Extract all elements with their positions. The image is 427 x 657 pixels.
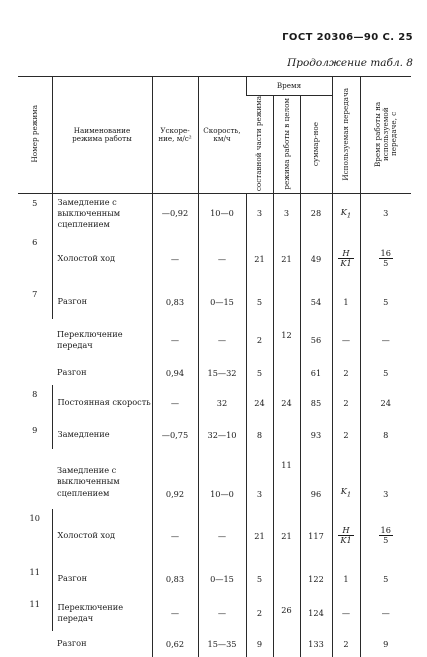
gear-value: — xyxy=(332,319,360,361)
time-part: 2 xyxy=(246,319,273,361)
col-time-total-header: суммар-ное xyxy=(300,96,332,194)
gear-value: $K_1$ xyxy=(332,194,360,233)
speed-value: — xyxy=(198,595,246,631)
time-total: 49 xyxy=(300,233,332,285)
table-row xyxy=(18,194,411,233)
time-total: 85 xyxy=(300,385,332,421)
mode-name: Постоянная скорость xyxy=(52,385,152,421)
mode-name: Разгон xyxy=(52,563,152,595)
gear-value: $\frac{H}{K1}$ xyxy=(332,509,360,563)
mode-name: Разгон xyxy=(52,285,152,319)
table-row xyxy=(18,449,411,509)
table-row xyxy=(18,233,411,285)
table-row xyxy=(18,563,411,595)
time-part: 24 xyxy=(246,385,273,421)
speed-value: 10—0 xyxy=(198,194,246,233)
mode-number: 8 xyxy=(32,388,38,399)
gear-time: 5 xyxy=(360,361,411,385)
col-name-header: Наименование режима работы xyxy=(52,77,152,194)
time-mode: 26 xyxy=(273,563,300,657)
gear-time: 3 xyxy=(360,194,411,233)
col-time-mode-header: режима работы в целом xyxy=(273,96,300,194)
col-gear-header: Используемая передача xyxy=(332,77,360,194)
accel-value: 0,92 xyxy=(152,449,198,509)
accel-value: — xyxy=(152,595,198,631)
time-total: 96 xyxy=(300,449,332,509)
mode-name: Замедление с выключенным сцеплением xyxy=(57,465,120,498)
time-total: 122 xyxy=(300,563,332,595)
table-row xyxy=(18,509,411,563)
time-total: 28 xyxy=(300,194,332,233)
gear-value: 2 xyxy=(332,361,360,385)
table-row xyxy=(18,421,411,449)
accel-value: — xyxy=(152,385,198,421)
time-part: 9 xyxy=(246,631,273,657)
speed-value: 32 xyxy=(198,385,246,421)
time-part: 3 xyxy=(246,449,273,509)
accel-value: 0,94 xyxy=(152,361,198,385)
table-row xyxy=(18,361,411,385)
time-total: 54 xyxy=(300,285,332,319)
mode-name: Холостой ход xyxy=(52,233,152,285)
table-row xyxy=(18,631,411,657)
col-num-header: Номер режима xyxy=(18,77,52,194)
time-total: 117 xyxy=(300,509,332,563)
gear-value: $K_1$ xyxy=(332,449,360,509)
mode-number: 6 xyxy=(32,236,38,247)
table-row xyxy=(18,385,411,421)
accel-value: —0,75 xyxy=(152,421,198,449)
speed-value: 15—35 xyxy=(198,631,246,657)
speed-value: — xyxy=(198,319,246,361)
time-mode: 24 xyxy=(273,385,300,421)
gear-time: $\frac{16}{5}$ xyxy=(360,509,411,563)
gear-value: 1 xyxy=(332,563,360,595)
gear-value: 1 xyxy=(332,285,360,319)
page-header: ГОСТ 20306—90 С. 25 xyxy=(282,32,413,43)
speed-value: 0—15 xyxy=(198,285,246,319)
speed-value: 32—10 xyxy=(198,421,246,449)
time-mode: 11 xyxy=(273,421,300,509)
col-time-header: Время xyxy=(246,77,332,96)
time-part: 21 xyxy=(246,509,273,563)
table-row xyxy=(18,595,411,631)
accel-value: — xyxy=(152,233,198,285)
gear-value: 2 xyxy=(332,385,360,421)
accel-value: 0,62 xyxy=(152,631,198,657)
continuation-caption: Продолжение табл. 8 xyxy=(287,57,413,69)
speed-value: 15—32 xyxy=(198,361,246,385)
speed-value: 0—15 xyxy=(198,563,246,595)
mode-name: Разгон xyxy=(57,638,87,649)
speed-value: — xyxy=(198,233,246,285)
col-speed-header: Скорость, км/ч xyxy=(198,77,246,194)
mode-name: Разгон xyxy=(57,367,87,378)
mode-name: Переключение передач xyxy=(52,595,152,631)
gear-time: 8 xyxy=(360,421,411,449)
gear-time: — xyxy=(360,319,411,361)
table-row xyxy=(18,285,411,319)
time-part: 5 xyxy=(246,563,273,595)
gear-time: 3 xyxy=(360,449,411,509)
table-row xyxy=(18,319,411,361)
gear-time: 5 xyxy=(360,285,411,319)
accel-value: —0,92 xyxy=(152,194,198,233)
speed-value: — xyxy=(198,509,246,563)
mode-number: 5 xyxy=(32,198,38,209)
time-mode: 21 xyxy=(273,233,300,285)
time-total: 124 xyxy=(300,595,332,631)
time-total: 93 xyxy=(300,421,332,449)
time-total: 133 xyxy=(300,631,332,657)
accel-value: 0,83 xyxy=(152,285,198,319)
col-time-part-header: составной части режима xyxy=(246,96,273,194)
accel-value: — xyxy=(152,319,198,361)
mode-name: Замедление xyxy=(52,421,152,449)
mode-number: 11 xyxy=(29,598,40,609)
gear-time: 24 xyxy=(360,385,411,421)
time-part: 8 xyxy=(246,421,273,449)
gear-time: — xyxy=(360,595,411,631)
mode-number: 7 xyxy=(32,288,38,299)
gear-value: 2 xyxy=(332,421,360,449)
time-total: 61 xyxy=(300,361,332,385)
time-total: 56 xyxy=(300,319,332,361)
col-gear-time-header: Время работы на используемой передаче, с xyxy=(360,77,411,194)
col-accel-header: Ускоре-ние, м/с² xyxy=(152,77,198,194)
time-mode: 12 xyxy=(273,285,300,385)
gear-value: $\frac{H}{K1}$ xyxy=(332,233,360,285)
mode-number: 9 xyxy=(32,424,38,435)
gear-time: 5 xyxy=(360,563,411,595)
gear-time: $\frac{16}{5}$ xyxy=(360,233,411,285)
time-part: 3 xyxy=(246,194,273,233)
speed-value: 10—0 xyxy=(198,449,246,509)
time-part: 5 xyxy=(246,285,273,319)
time-part: 2 xyxy=(246,595,273,631)
mode-number: 11 xyxy=(29,566,40,577)
mode-name: Холостой ход xyxy=(52,509,152,563)
time-part: 21 xyxy=(246,233,273,285)
mode-name: Переключение передач xyxy=(57,328,123,350)
mode-name: Замедление с выключенным сцеплением xyxy=(52,194,152,233)
time-part: 5 xyxy=(246,361,273,385)
time-mode: 21 xyxy=(273,509,300,563)
gear-value: — xyxy=(332,595,360,631)
gear-time: 9 xyxy=(360,631,411,657)
gear-value: 2 xyxy=(332,631,360,657)
time-mode: 3 xyxy=(273,194,300,233)
accel-value: 0,83 xyxy=(152,563,198,595)
mode-number: 10 xyxy=(29,512,40,523)
mode-table xyxy=(18,76,411,657)
accel-value: — xyxy=(152,509,198,563)
